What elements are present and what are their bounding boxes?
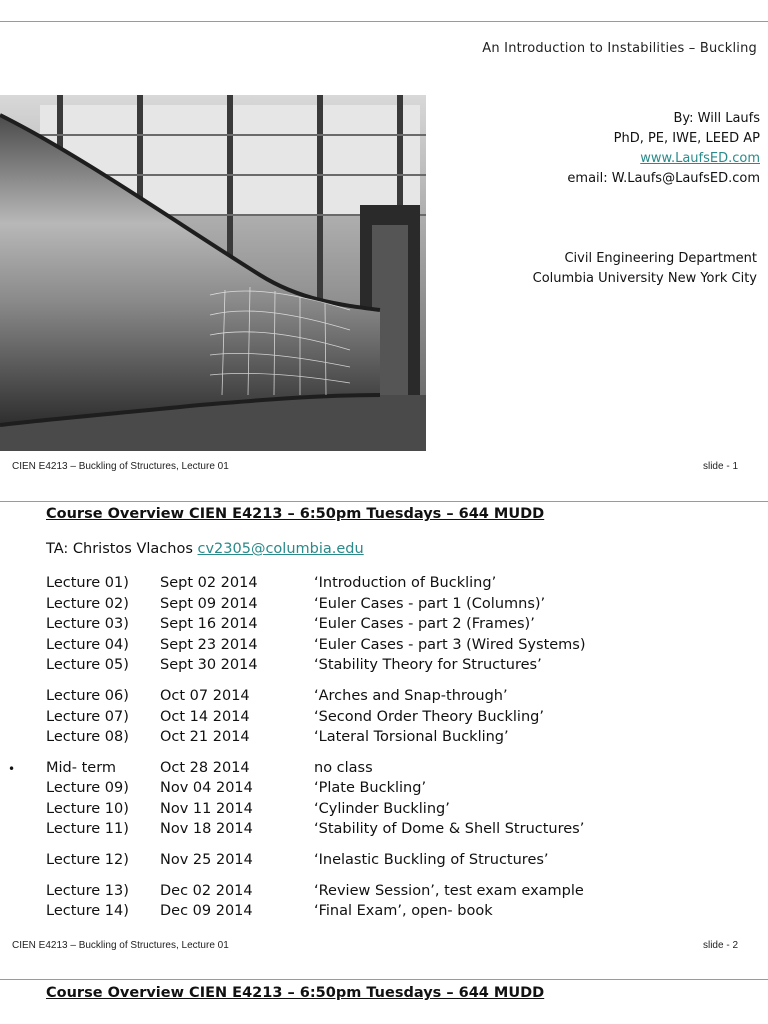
slide3-title: Course Overview CIEN E4213 – 6:50pm Tuesdays – 644 MUDD <box>46 985 545 1001</box>
author-email: email: W.Laufs@LaufsED.com <box>567 171 760 186</box>
schedule-date: Sept 16 2014 <box>160 616 258 632</box>
schedule-lecture: Mid- term <box>46 760 117 776</box>
schedule-row <box>0 852 768 872</box>
slide2-title: Course Overview CIEN E4213 – 6:50pm Tuesdays – 644 MUDD <box>46 506 545 522</box>
schedule-lecture: Lecture 13) <box>46 883 129 899</box>
department-block <box>533 249 757 289</box>
schedule-row <box>0 903 768 923</box>
schedule-topic: ‘Euler Cases - part 1 (Columns)’ <box>314 596 546 612</box>
schedule-date: Sept 23 2014 <box>160 637 258 653</box>
schedule-lecture: Lecture 03) <box>46 616 129 632</box>
schedule-lecture: Lecture 09) <box>46 780 129 796</box>
author-name: By: Will Laufs <box>673 111 760 126</box>
schedule-lecture: Lecture 11) <box>46 821 129 837</box>
schedule-topic: ‘Introduction of Buckling’ <box>314 575 497 591</box>
schedule-date: Nov 25 2014 <box>160 852 253 868</box>
schedule-topic: ‘Stability Theory for Structures’ <box>314 657 542 673</box>
schedule-lecture: Lecture 12) <box>46 852 129 868</box>
schedule-row <box>0 821 768 841</box>
schedule-topic: ‘Lateral Torsional Buckling’ <box>314 729 509 745</box>
schedule-topic: ‘Stability of Dome & Shell Structures’ <box>314 821 585 837</box>
footer-slide-number: slide - 2 <box>702 940 738 951</box>
schedule-lecture: Lecture 07) <box>46 709 129 725</box>
schedule-topic: ‘Euler Cases - part 3 (Wired Systems) <box>314 637 586 653</box>
schedule-topic: ‘Plate Buckling’ <box>314 780 427 796</box>
schedule-row <box>0 709 768 729</box>
schedule-date: Sept 09 2014 <box>160 596 258 612</box>
ta-label: TA: Christos Vlachos <box>46 541 198 557</box>
schedule-date: Sept 02 2014 <box>160 575 258 591</box>
schedule-lecture: Lecture 05) <box>46 657 129 673</box>
slide1-footer <box>12 461 738 472</box>
university-name: Columbia University New York City <box>532 271 757 286</box>
schedule-row <box>0 616 768 636</box>
schedule-row <box>0 780 768 800</box>
department-name: Civil Engineering Department <box>564 251 757 266</box>
schedule-row <box>0 657 768 677</box>
schedule-row <box>0 596 768 616</box>
schedule-date: Sept 30 2014 <box>160 657 258 673</box>
footer-course: CIEN E4213 – Buckling of Structures, Lecture 01 <box>12 461 229 472</box>
schedule-row <box>0 760 768 780</box>
schedule-topic: ‘Euler Cases - part 2 (Frames)’ <box>314 616 535 632</box>
bullet-marker: • <box>8 762 16 776</box>
slide-divider <box>0 501 768 502</box>
schedule-lecture: Lecture 04) <box>46 637 129 653</box>
schedule-date: Nov 11 2014 <box>160 801 253 817</box>
schedule-row <box>0 883 768 903</box>
schedule-topic: ‘Final Exam’, open- book <box>314 903 493 919</box>
schedule-lecture: Lecture 06) <box>46 688 129 704</box>
schedule-topic: ‘Second Order Theory Buckling’ <box>314 709 544 725</box>
ta-email-link[interactable]: cv2305@columbia.edu <box>197 541 364 557</box>
schedule-lecture: Lecture 02) <box>46 596 129 612</box>
schedule-row <box>0 575 768 595</box>
schedule-row <box>0 801 768 821</box>
schedule-date: Dec 02 2014 <box>160 883 253 899</box>
author-credentials: PhD, PE, IWE, LEED AP <box>613 131 760 146</box>
schedule-date: Nov 18 2014 <box>160 821 253 837</box>
schedule-topic: ‘Cylinder Buckling’ <box>314 801 450 817</box>
schedule-row <box>0 688 768 708</box>
footer-slide-number: slide - 1 <box>702 461 738 472</box>
slide2-footer <box>12 940 738 951</box>
footer-course: CIEN E4213 – Buckling of Structures, Lecture 01 <box>12 940 229 951</box>
slide-divider <box>0 21 768 22</box>
schedule-topic: ‘Arches and Snap-through’ <box>314 688 508 704</box>
schedule-date: Dec 09 2014 <box>160 903 253 919</box>
slide-divider <box>0 979 768 980</box>
ta-line <box>46 541 364 557</box>
schedule-lecture: Lecture 01) <box>46 575 129 591</box>
schedule-lecture: Lecture 08) <box>46 729 129 745</box>
schedule-topic: no class <box>314 760 373 776</box>
schedule-row <box>0 729 768 749</box>
schedule-topic: ‘Inelastic Buckling of Structures’ <box>314 852 549 868</box>
schedule-date: Nov 04 2014 <box>160 780 253 796</box>
schedule-lecture: Lecture 10) <box>46 801 129 817</box>
buckling-test-photo <box>0 95 426 451</box>
schedule-date: Oct 28 2014 <box>160 760 250 776</box>
schedule-topic: ‘Review Session’, test exam example <box>314 883 584 899</box>
author-website-link[interactable]: www.LaufsED.com <box>640 151 760 166</box>
slide-header-title: An Introduction to Instabilities – Buckling <box>482 41 757 56</box>
schedule-row <box>0 637 768 657</box>
schedule-date: Oct 21 2014 <box>160 729 250 745</box>
schedule-date: Oct 14 2014 <box>160 709 250 725</box>
schedule-date: Oct 07 2014 <box>160 688 250 704</box>
author-block <box>567 109 760 189</box>
schedule-lecture: Lecture 14) <box>46 903 129 919</box>
